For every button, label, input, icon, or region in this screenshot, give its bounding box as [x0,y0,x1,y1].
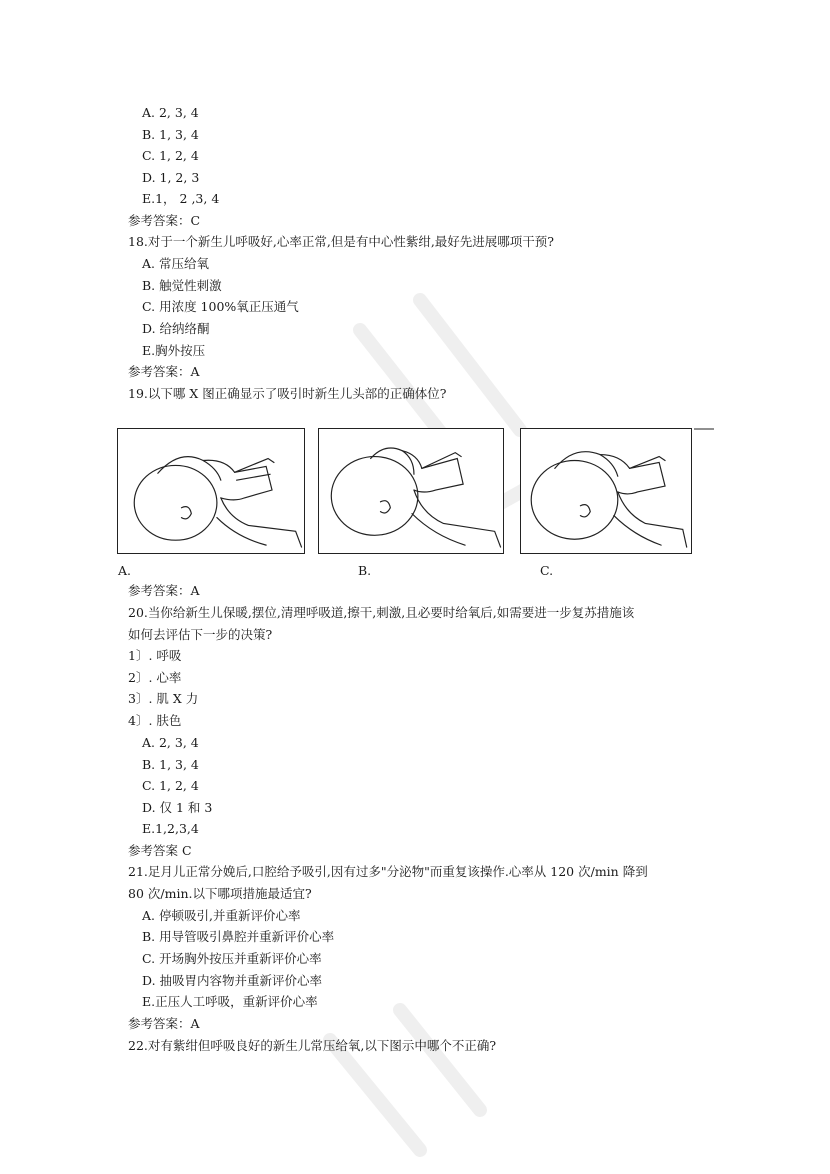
q19-image-b [318,428,504,554]
q21-option-c: C. 开场胸外按压并重新评价心率 [142,951,322,966]
q17-option-a: A. 2, 3, 4 [142,105,199,120]
q22-question: 22.对有紫绀但呼吸良好的新生儿常压给氧,以下图示中哪个不正确? [128,1038,497,1053]
q19-figure-edge [694,428,714,554]
q20-item-4: 4〕. 肤色 [128,713,182,728]
q18-option-a: A. 常压给氧 [142,256,209,271]
q19-answer: 参考答案：A [128,583,200,598]
q20-item-3: 3〕. 肌 X 力 [128,691,199,706]
q19-image-c [520,428,692,554]
q17-answer: 参考答案：C [128,213,201,228]
q17-option-b: B. 1, 3, 4 [142,127,199,142]
q19-question: 19.以下哪 X 图正确显示了吸引时新生儿头部的正确体位? [128,386,447,401]
q19-figure [116,425,716,585]
q18-option-e: E.胸外按压 [142,343,206,358]
q20-question-line2: 如何去评估下一步的决策? [128,627,273,642]
q21-option-d: D. 抽吸胃内容物并重新评价心率 [142,973,323,988]
q21-option-e: E.正压人工呼吸，重新评价心率 [142,994,318,1009]
q20-item-2: 2〕. 心率 [128,670,182,685]
q17-option-c: C. 1, 2, 4 [142,148,199,163]
q18-option-c: C. 用浓度 100%氧正压通气 [142,299,299,314]
q17-option-e: E.1， 2 ,3, 4 [142,191,220,206]
q19-caption-a: A. [118,563,132,578]
q19-caption-b: B. [358,563,372,578]
q20-option-d: D. 仅 1 和 3 [142,800,213,815]
q18-answer: 参考答案：A [128,364,200,379]
q18-option-d: D. 给纳络酮 [142,321,210,336]
q20-option-b: B. 1, 3, 4 [142,757,199,772]
q18-option-b: B. 触觉性刺激 [142,278,222,293]
q19-image-a [117,428,305,554]
q21-question-line2: 80 次/min.以下哪项措施最适宜? [128,886,312,901]
q18-question: 18.对于一个新生儿呼吸好,心率正常,但是有中心性紫绀,最好先进展哪项干预? [128,234,555,249]
q20-item-1: 1〕. 呼吸 [128,648,182,663]
q21-question-line1: 21.足月儿正常分娩后,口腔给予吸引,因有过多"分泌物"而重复该操作.心率从 120 次/min 降到 [128,864,648,879]
q17-option-d: D. 1, 2, 3 [142,170,200,185]
q20-option-e: E.1,2,3,4 [142,821,199,836]
q21-option-b: B. 用导管吸引鼻腔并重新评价心率 [142,929,335,944]
q20-option-a: A. 2, 3, 4 [142,735,199,750]
q19-caption-c: C. [540,563,554,578]
q20-question-line1: 20.当你给新生儿保暖,摆位,清理呼吸道,擦干,刺激,且必要时给氧后,如需要进一步复苏措施该 [128,605,635,620]
q20-option-c: C. 1, 2, 4 [142,778,199,793]
q21-answer: 参考答案：A [128,1016,200,1031]
q21-option-a: A. 停顿吸引,并重新评价心率 [142,908,301,923]
q20-answer: 参考答案 C [128,843,192,858]
